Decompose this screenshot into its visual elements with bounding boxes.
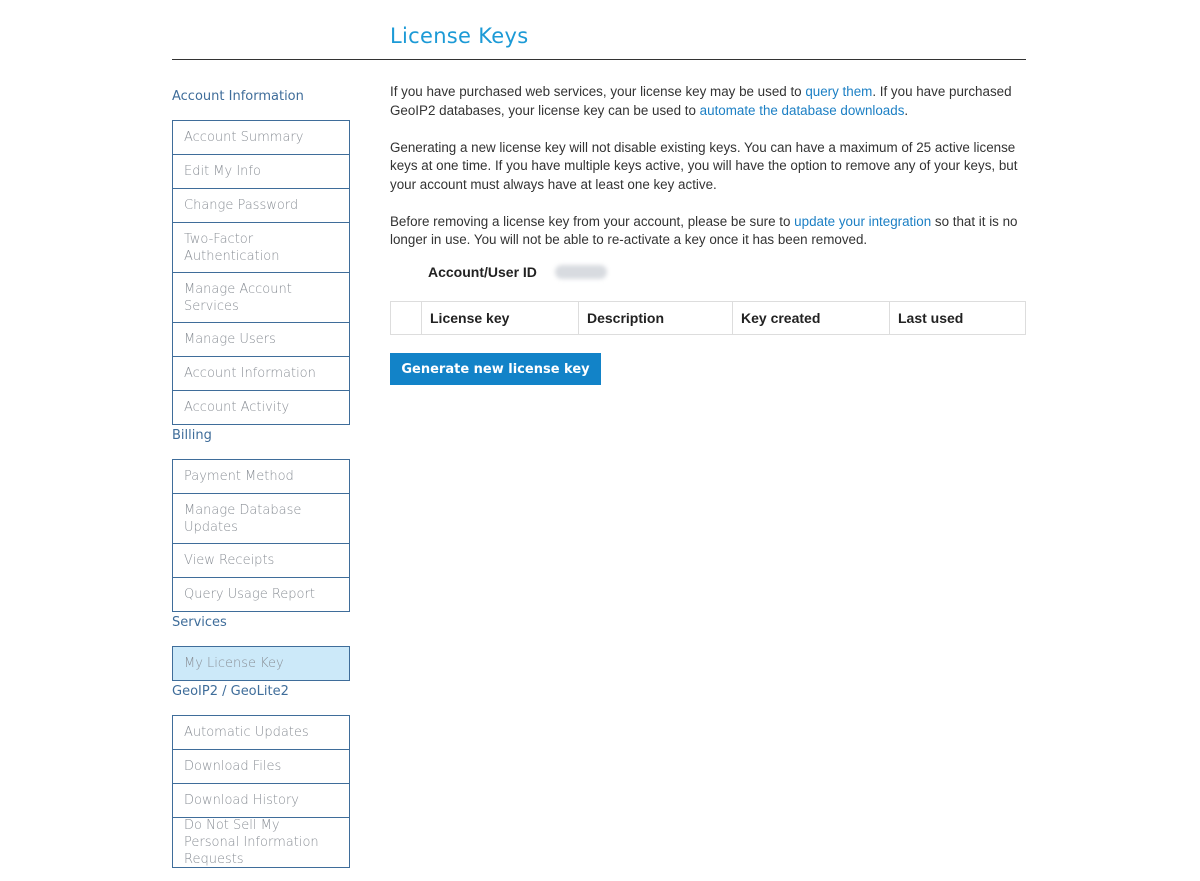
- account-id-row: [428, 264, 607, 280]
- sidebar-item-my-license-key[interactable]: My License Key: [172, 647, 350, 681]
- remove-info-paragraph: [390, 213, 1026, 250]
- sidebar-item-account-activity[interactable]: Account Activity: [172, 391, 350, 425]
- license-keys-table: [390, 301, 1026, 335]
- page-title: License Keys: [390, 24, 529, 48]
- account-id-label: Account/User ID: [428, 264, 537, 280]
- table-header-row: [391, 302, 1026, 335]
- sidebar-item-change-password[interactable]: Change Password: [172, 189, 350, 223]
- sidebar-item-download-history[interactable]: Download History: [172, 784, 350, 818]
- sidebar-group-services: [172, 646, 350, 681]
- table-header-last-used: Last used: [890, 302, 1026, 335]
- main-content: [390, 83, 1026, 268]
- generate-license-key-button[interactable]: Generate new license key: [390, 353, 601, 385]
- update-integration-link[interactable]: update your integration: [794, 213, 932, 229]
- intro-text-1: If you have purchased web services, your license key may be used to: [390, 84, 806, 99]
- intro-text-2: . If you have purchased GeoIP2 databases, your license key can be used to: [390, 84, 1012, 118]
- sidebar-heading-services: Services: [172, 615, 227, 630]
- sidebar-heading-geoip2-geolite2: GeoIP2 / GeoLite2: [172, 684, 289, 699]
- remove-text-2: so that it is no longer in use. You will not be able to re-activate a key once it has been removed.: [390, 213, 1018, 247]
- sidebar-item-do-not-sell[interactable]: Do Not Sell My Personal Information Requests: [172, 818, 350, 868]
- sidebar-group-geoip2-geolite2: [172, 715, 350, 868]
- sidebar-item-manage-database-updates[interactable]: Manage Database Updates: [172, 494, 350, 544]
- remove-text-1: Before removing a license key from your account, please be sure to: [390, 213, 795, 229]
- sidebar-heading-billing: Billing: [172, 428, 212, 443]
- sidebar-item-account-information[interactable]: Account Information: [172, 357, 350, 391]
- sidebar: [172, 86, 350, 868]
- intro-text-3: .: [904, 102, 909, 118]
- sidebar-item-edit-my-info[interactable]: Edit My Info: [172, 155, 350, 189]
- sidebar-group-account-information: [172, 120, 350, 425]
- generate-info-paragraph: Generating a new license key will not disable existing keys. You can have a maximum of 25 active license keys at one time. If you have multiple keys active, you will have the option to remove any of your keys, but your account must always have at least one key active.: [390, 139, 1018, 192]
- table-header-license-key: License key: [422, 302, 579, 335]
- automate-downloads-link[interactable]: automate the database downloads: [699, 102, 905, 118]
- sidebar-item-query-usage-report[interactable]: Query Usage Report: [172, 578, 350, 612]
- sidebar-item-manage-users[interactable]: Manage Users: [172, 323, 350, 357]
- table-header-select: [391, 302, 422, 335]
- sidebar-item-payment-method[interactable]: Payment Method: [172, 460, 350, 494]
- title-divider: [172, 59, 1026, 60]
- sidebar-item-automatic-updates[interactable]: Automatic Updates: [172, 716, 350, 750]
- sidebar-item-account-summary[interactable]: Account Summary: [172, 121, 350, 155]
- sidebar-item-view-receipts[interactable]: View Receipts: [172, 544, 350, 578]
- sidebar-item-manage-account-services[interactable]: Manage Account Services: [172, 273, 350, 323]
- sidebar-heading-account-information: Account Information: [172, 89, 304, 104]
- query-them-link[interactable]: query them: [805, 84, 873, 99]
- account-id-value-redacted: [555, 265, 607, 279]
- table-header-key-created: Key created: [733, 302, 890, 335]
- table-header-description: Description: [579, 302, 733, 335]
- sidebar-item-two-factor-authentication[interactable]: Two-Factor Authentication: [172, 223, 350, 273]
- sidebar-group-billing: [172, 459, 350, 612]
- intro-paragraph: [390, 83, 1026, 120]
- sidebar-item-download-files[interactable]: Download Files: [172, 750, 350, 784]
